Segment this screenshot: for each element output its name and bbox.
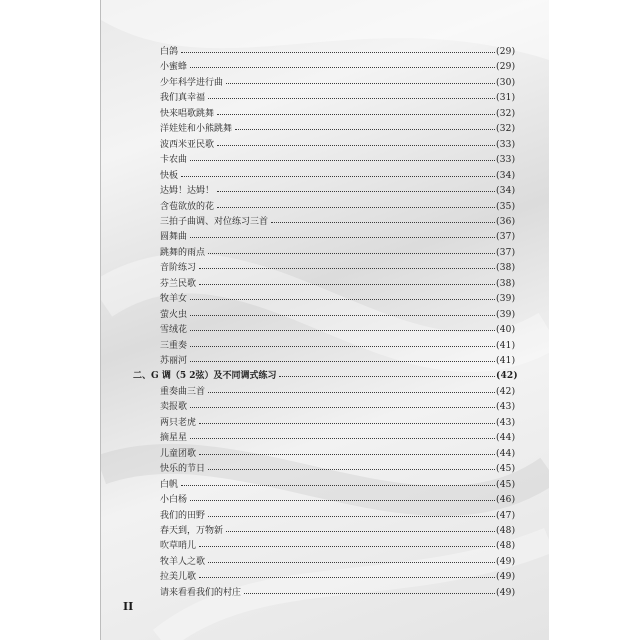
toc-entry-page: (30) [496,77,516,88]
toc-entry-title: 小蜜蜂 [160,62,188,73]
toc-entry [101,308,549,323]
dot-leader [208,98,495,99]
toc-entry-page: (47) [496,510,516,521]
dot-leader [217,145,495,146]
toc-entry-title: 圆舞曲 [160,232,188,243]
toc-entry-title: 音阶练习 [160,263,197,274]
toc-entry [101,509,549,524]
page-folio: II [123,600,134,613]
toc-entry [101,323,549,338]
toc-entry-title: 吹草哨儿 [160,541,197,552]
toc-entry-page: (44) [496,448,516,459]
dot-leader [190,67,495,68]
toc-entry-title: 我们真幸福 [160,93,206,104]
dot-leader [181,485,495,486]
dot-leader [199,268,495,269]
toc-entry-title: 摘星星 [160,433,188,444]
toc-entry-page: (49) [496,572,516,583]
dot-leader [199,423,495,424]
toc-entry-page: (40) [496,325,516,336]
toc-entry-title: 快来唱歌跳舞 [160,108,215,119]
toc-entry-title: 快乐的节日 [160,464,206,475]
toc-entry-page: (49) [496,587,516,598]
toc-entry-title: 二、G 调（5 2弦）及不同调式练习 [133,371,277,382]
dot-leader [199,284,495,285]
toc-entry [101,122,549,137]
toc-entry [101,555,549,570]
toc-entry-title: 小白杨 [160,495,188,506]
dot-leader [208,392,495,393]
toc-entry-title: 达姆！达姆！ [160,186,215,197]
toc-entry [101,277,549,292]
dot-leader [181,52,495,53]
toc-entry-page: (32) [496,108,516,119]
toc-entry [101,184,549,199]
dot-leader [217,114,495,115]
toc-entry [101,138,549,153]
toc-entry [101,447,549,462]
dot-leader [190,299,495,300]
toc-entry-page: (43) [496,402,516,413]
toc-entry-title: 三重奏 [160,340,188,351]
toc-entry [101,169,549,184]
toc-section-heading [101,369,549,384]
toc-entry [101,586,549,601]
toc-entry [101,493,549,508]
toc-entry-page: (32) [496,124,516,135]
dot-leader [226,531,495,532]
toc-entry-title: 儿童团歌 [160,448,197,459]
toc-entry [101,524,549,539]
toc-entry [101,76,549,91]
toc-entry [101,230,549,245]
toc-entry-page: (29) [496,62,516,73]
dot-leader [190,160,495,161]
dot-leader [199,546,495,547]
dot-leader [208,516,495,517]
dot-leader [190,361,495,362]
dot-leader [199,454,495,455]
toc-entry-title: 跳舞的雨点 [160,247,206,258]
dot-leader [271,222,495,223]
toc-entry [101,539,549,554]
toc-entry [101,354,549,369]
toc-entry [101,107,549,122]
toc-entry-page: (42) [496,386,516,397]
toc-entry [101,385,549,400]
dot-leader [190,407,495,408]
toc-entry-title: 雪绒花 [160,325,188,336]
toc-entry-page: (34) [496,170,516,181]
dot-leader [235,129,495,130]
toc-entry-page: (31) [496,93,516,104]
toc-entry-title: 含苞欲放的花 [160,201,215,212]
toc-entry-title: 洋娃娃和小熊跳舞 [160,124,233,135]
toc-entry [101,339,549,354]
toc-entry-page: (37) [496,247,516,258]
dot-leader [226,83,495,84]
toc-entry-title: 白帆 [160,479,179,490]
toc-entry-title: 苏丽河 [160,356,188,366]
toc-entry-title: 拉美儿歌 [160,572,197,583]
dot-leader [181,176,495,177]
toc-entry-page: (39) [496,294,516,305]
toc-entry-page: (39) [496,309,516,320]
toc-entry-title: 快板 [160,170,179,181]
toc-entry-page: (48) [496,525,516,536]
toc-entry-page: (38) [496,278,516,289]
toc-entry [101,200,549,215]
toc-entry-page: (48) [496,541,516,552]
toc-entry-title: 萤火虫 [160,309,188,320]
toc-entry [101,246,549,261]
toc-entry-title: 芬兰民歌 [160,278,197,289]
toc-entry-page: (33) [496,155,516,166]
toc-entry-page: (42) [496,371,518,382]
toc-entry-title: 重奏曲三首 [160,386,206,397]
toc-entry-page: (41) [496,340,516,351]
toc-entry [101,261,549,276]
toc-entry-page: (33) [496,139,516,150]
toc-entry-page: (44) [496,433,516,444]
toc-entry-title: 三拍子曲调、对位练习三首 [160,216,269,227]
toc-entry-title: 两只老虎 [160,417,197,428]
dot-leader [208,562,495,563]
toc-entry-title: 白鸽 [160,47,179,57]
toc-entry-page: (38) [496,263,516,274]
toc-entry-title: 卡农曲 [160,155,188,166]
toc-entry-page: (45) [496,464,516,475]
toc-entry-title: 我们的田野 [160,510,206,521]
dot-leader [279,376,495,377]
toc-entry [101,478,549,493]
toc-entry [101,153,549,168]
toc-entry-page: (45) [496,479,516,490]
book-page [100,0,549,640]
dot-leader [217,191,495,192]
toc-entry [101,91,549,106]
toc-entry-page: (43) [496,417,516,428]
toc-entry-page: (35) [496,201,516,212]
toc-entry-page: (34) [496,186,516,197]
toc-entry-title: 牧羊人之歌 [160,556,206,567]
table-of-contents [101,0,549,640]
dot-leader [190,500,495,501]
toc-entry-title: 少年科学进行曲 [160,77,224,88]
dot-leader [208,253,495,254]
toc-entry-title: 牧羊女 [160,294,188,305]
toc-entry [101,416,549,431]
dot-leader [190,346,495,347]
dot-leader [244,593,495,594]
toc-entry [101,215,549,230]
toc-entry-page: (36) [496,216,516,227]
toc-entry [101,431,549,446]
dot-leader [217,207,495,208]
toc-entry-page: (46) [496,495,516,506]
toc-entry [101,462,549,477]
dot-leader [208,469,495,470]
toc-entry-title: 卖报歌 [160,402,188,413]
dot-leader [190,315,495,316]
toc-entry-title: 春天到，万物新 [160,525,224,536]
toc-entry-page: (37) [496,232,516,243]
toc-entry-page: (41) [496,356,516,366]
toc-entry [101,45,549,60]
toc-entry-title: 波西米亚民歌 [160,139,215,150]
toc-entry [101,400,549,415]
dot-leader [190,330,495,331]
dot-leader [199,577,495,578]
dot-leader [190,237,495,238]
toc-entry-title: 请来看看我们的村庄 [160,587,242,598]
toc-entry-page: (29) [496,47,516,57]
toc-entry [101,60,549,75]
toc-entry [101,570,549,585]
dot-leader [190,438,495,439]
toc-entry-page: (49) [496,556,516,567]
toc-entry [101,292,549,307]
